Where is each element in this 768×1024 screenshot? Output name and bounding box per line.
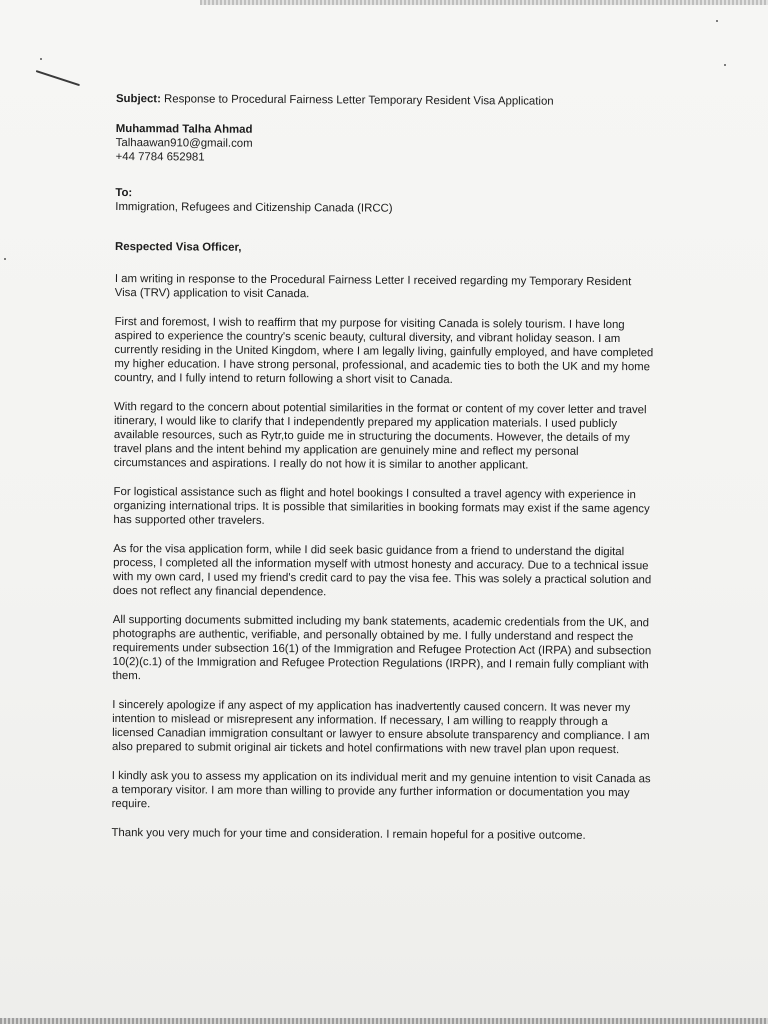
- paragraph: As for the visa application form, while I did seek basic guidance from a friend to understand the digital process, I completed all the information myself with utmost honesty and accuracy. Due to a technical issue with my own card, I used my friend's credit card to pay the visa fee. This was solely a practical solution and does not reflect any financial dependence.: [112, 542, 652, 599]
- paragraph: All supporting documents submitted including my bank statements, academic credentials from the UK, and photographs are authentic, verifiable, and personally obtained by me. I fully understand and respect the requirements under subsection 16(1) of the Immigration and Refugee Protection Act (IRPA) and subsection 10(2)(c.1) of the Immigration and Refugee Protection Regulations (IRPR), and I remain fully compliant with them.: [112, 613, 652, 683]
- to-label: To:: [115, 186, 133, 200]
- subject-label: Subject:: [115, 92, 161, 106]
- page-bottom-edge: [0, 1018, 768, 1024]
- paper-speck: [716, 20, 718, 22]
- recipient-block: [115, 186, 655, 217]
- letter-body: [111, 92, 656, 858]
- page-top-edge: [200, 0, 768, 5]
- salutation: Respected Visa Officer,: [115, 240, 242, 254]
- subject-line: [116, 92, 656, 109]
- sender-block: [116, 122, 656, 167]
- pen-mark: [36, 70, 80, 86]
- paper-speck: [4, 258, 6, 260]
- paragraph: With regard to the concern about potential similarities in the format or content of my cover letter and travel itinerary, I would like to clarify that I independently prepared my application materials. I used publicly available resources, such as Rytr,to guide me in structuring the documents. However, the details of my travel plans and the intent behind my application are genuinely mine and reflect my personal circumstances and aspirations. I really do not how it is similar to another applicant.: [113, 400, 647, 472]
- paragraph: Thank you very much for your time and consideration. I remain hopeful for a positive outcome.: [111, 826, 586, 842]
- subject-text: Response to Procedural Fairness Letter Temporary Resident Visa Application: [160, 93, 554, 108]
- paper-speck: [724, 64, 726, 66]
- paragraph: First and foremost, I wish to reaffirm that my purpose for visiting Canada is solely tourism. I have long aspired to experience the country's scenic beauty, cultural diversity, and vibrant holiday season. I am currently residing in the United Kingdom, where I am legally living, gainfully employed, and have completed my higher education. I have strong personal, professional, and academic ties to both the UK and my home country, and I fully intend to return following a short visit to Canada.: [114, 315, 654, 387]
- paragraph: I am writing in response to the Procedural Fairness Letter I received regarding my Temporary Resident Visa (TRV) application to visit Canada.: [114, 272, 632, 301]
- recipient-name: Immigration, Refugees and Citizenship Canada (IRCC): [115, 200, 393, 215]
- paragraph: I kindly ask you to assess my application on its individual merit and my genuine intention to visit Canada as a temporary visitor. I am more than willing to provide any further information or documentation you may require.: [111, 769, 651, 811]
- paper-speck: [40, 58, 42, 60]
- paragraph: I sincerely apologize if any aspect of my application has inadvertently caused concern. It was never my intention to mislead or misrepresent any information. If necessary, I am willing to reapply through a licensed Canadian immigration consultant or lawyer to ensure absolute transparency and compliance. I am also prepared to submit original air tickets and hotel confirmations with new travel plan upon request.: [111, 698, 650, 757]
- sender-phone: +44 7784 652981: [115, 150, 205, 164]
- paragraph: For logistical assistance such as flight and hotel bookings I consulted a travel agency with experience in organizing international trips. It is possible that similarities in booking formats may exist if the same agency has supported other travelers.: [113, 485, 650, 527]
- sender-name: Muhammad Talha Ahmad: [115, 122, 253, 136]
- sender-email: Talhaawan910@gmail.com: [115, 136, 253, 150]
